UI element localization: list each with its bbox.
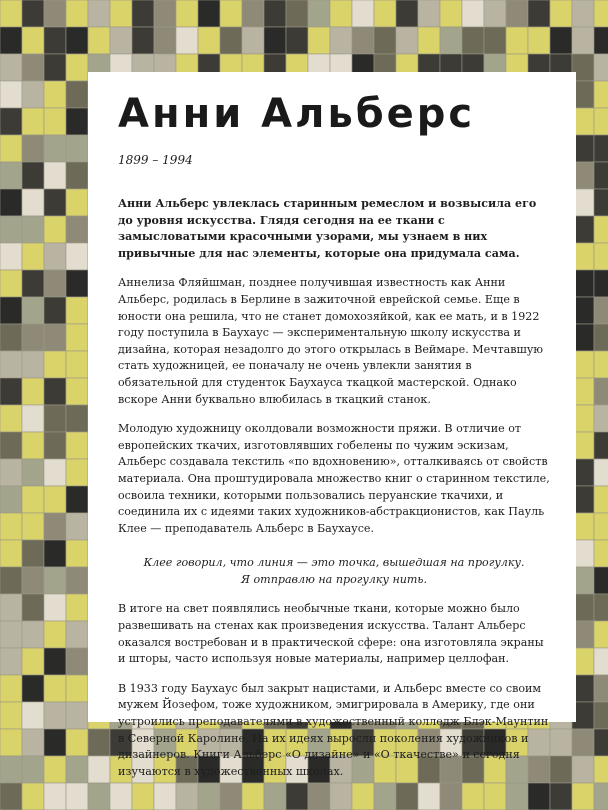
weave-cell xyxy=(594,513,608,540)
quote-line-1: Клее говорил, что линия — это точка, вышедшая на прогулку. xyxy=(143,556,525,570)
weave-cell xyxy=(594,567,608,594)
weave-cell xyxy=(594,432,608,459)
weave-cell xyxy=(22,432,44,459)
weave-cell xyxy=(308,27,330,54)
weave-cell xyxy=(0,189,22,216)
weave-cell xyxy=(264,0,286,27)
weave-cell xyxy=(66,216,88,243)
paragraph-emigration: В 1933 году Баухаус был закрыт нацистами, и Альберс вместе со своим мужем Йозефом, тоже художником, эмигрировала в Америку, где они устроились преподавателями в художественный колледж Блэк-Маунтин в Северной Каролине. На их идеях выросли поколения художников и дизайнеров. Книги Альберс «О дизайне» и «О ткачестве» и сегодня изучаются в художественных школах. xyxy=(118,681,549,778)
weave-cell xyxy=(44,351,66,378)
weave-cell xyxy=(0,729,22,756)
weave-cell xyxy=(594,0,608,27)
weave-cell xyxy=(44,27,66,54)
weave-cell xyxy=(44,81,66,108)
weave-cell xyxy=(44,621,66,648)
weave-cell xyxy=(44,486,66,513)
weave-cell xyxy=(352,27,374,54)
weave-cell xyxy=(594,135,608,162)
weave-cell xyxy=(176,0,198,27)
quote-line-2: Я отправлю на прогулку нить. xyxy=(241,572,427,586)
weave-cell xyxy=(0,432,22,459)
paragraph-biography: Аннелиза Фляйшман, позднее получившая известность как Анни Альберс, родилась в Берлине в зажиточной еврейской семье. Еще в юности она решила, что не станет домохозяйкой, как ее мать, и в 1922 году поступила в Баухаус — экспериментальную школу искусства и дизайна, которая незадолго до этого открылась в Веймаре. Мечтавшую стать художницей, ее поначалу не очень увлекли занятия в обязательной для студенток Баухауса ткацкой мастерской. Однако вскоре Анни буквально влюбилась в ткацкий станок. xyxy=(118,276,544,406)
weave-cell xyxy=(594,621,608,648)
weave-cell xyxy=(0,216,22,243)
weave-cell xyxy=(594,297,608,324)
weave-cell xyxy=(44,756,66,783)
weave-cell xyxy=(66,108,88,135)
paragraph-fabrics: В итоге на свет появлялись необычные ткани, которые можно было развешивать на стенах как произведения искусства. Талант Альберс оказался востребован и в практической сфере: она изготовляла экраны и шторы, часто используя новые материалы, например целлофан. xyxy=(118,602,544,666)
weave-cell xyxy=(220,0,242,27)
weave-cell xyxy=(66,378,88,405)
weave-cell xyxy=(44,432,66,459)
weave-cell xyxy=(66,648,88,675)
weave-cell xyxy=(22,378,44,405)
weave-cell xyxy=(88,756,110,783)
weave-cell xyxy=(44,540,66,567)
weave-cell xyxy=(44,270,66,297)
weave-cell xyxy=(88,27,110,54)
weave-cell xyxy=(242,0,264,27)
weave-cell xyxy=(0,594,22,621)
weave-cell xyxy=(110,27,132,54)
weave-cell xyxy=(308,0,330,27)
weave-cell xyxy=(22,675,44,702)
weave-cell xyxy=(66,243,88,270)
weave-cell xyxy=(44,297,66,324)
weave-cell xyxy=(396,27,418,54)
weave-cell xyxy=(594,54,608,81)
weave-cell xyxy=(0,270,22,297)
weave-cell xyxy=(440,27,462,54)
weave-cell xyxy=(594,540,608,567)
weave-cell xyxy=(374,0,396,27)
weave-cell xyxy=(484,0,506,27)
weave-cell xyxy=(22,594,44,621)
weave-cell xyxy=(110,783,132,810)
weave-cell xyxy=(528,0,550,27)
weave-cell xyxy=(286,0,308,27)
lead-paragraph: Анни Альберс увлеклась старинным ремеслом и возвысила его до уровня искусства. Глядя сегодня на ее ткани с замысловатыми красочными узорами, мы узнаем в них привычные для нас элементы, которые она придумала сама. xyxy=(118,197,537,260)
weave-cell xyxy=(462,27,484,54)
weave-cell xyxy=(66,540,88,567)
weave-cell xyxy=(506,0,528,27)
weave-cell xyxy=(594,27,608,54)
weave-cell xyxy=(0,405,22,432)
weave-cell xyxy=(396,0,418,27)
weave-cell xyxy=(396,783,418,810)
weave-cell xyxy=(0,513,22,540)
weave-cell xyxy=(66,513,88,540)
weave-cell xyxy=(0,27,22,54)
weave-cell xyxy=(22,81,44,108)
weave-cell xyxy=(594,783,608,810)
weave-cell xyxy=(330,783,352,810)
weave-cell xyxy=(308,783,330,810)
weave-cell xyxy=(0,378,22,405)
weave-cell xyxy=(22,162,44,189)
weave-cell xyxy=(550,783,572,810)
weave-cell xyxy=(176,783,198,810)
weave-cell xyxy=(0,297,22,324)
weave-cell xyxy=(550,0,572,27)
weave-cell xyxy=(66,135,88,162)
weave-cell xyxy=(594,378,608,405)
weave-cell xyxy=(0,756,22,783)
weave-cell xyxy=(66,756,88,783)
weave-cell xyxy=(22,783,44,810)
weave-cell xyxy=(0,459,22,486)
weave-cell xyxy=(66,621,88,648)
weave-cell xyxy=(132,783,154,810)
weave-cell xyxy=(22,648,44,675)
weave-cell xyxy=(594,216,608,243)
weave-cell xyxy=(0,81,22,108)
weave-cell xyxy=(374,783,396,810)
weave-cell xyxy=(66,459,88,486)
weave-cell xyxy=(44,135,66,162)
weave-cell xyxy=(594,162,608,189)
weave-cell xyxy=(22,459,44,486)
weave-cell xyxy=(572,0,594,27)
weave-cell xyxy=(22,756,44,783)
weave-cell xyxy=(506,27,528,54)
weave-cell xyxy=(594,756,608,783)
weave-cell xyxy=(0,567,22,594)
weave-cell xyxy=(132,0,154,27)
weave-cell xyxy=(528,27,550,54)
weave-cell xyxy=(44,594,66,621)
weave-cell xyxy=(352,0,374,27)
weave-cell xyxy=(220,783,242,810)
weave-cell xyxy=(594,189,608,216)
weave-cell xyxy=(44,324,66,351)
weave-cell xyxy=(22,135,44,162)
weave-cell xyxy=(66,432,88,459)
weave-cell xyxy=(66,324,88,351)
weave-cell xyxy=(0,324,22,351)
weave-cell xyxy=(264,783,286,810)
weave-cell xyxy=(198,27,220,54)
weave-cell xyxy=(220,27,242,54)
weave-cell xyxy=(44,783,66,810)
weave-cell xyxy=(286,27,308,54)
weave-cell xyxy=(154,783,176,810)
weave-cell xyxy=(594,675,608,702)
weave-cell xyxy=(594,324,608,351)
weave-cell xyxy=(242,783,264,810)
weave-cell xyxy=(22,486,44,513)
weave-cell xyxy=(88,0,110,27)
weave-cell xyxy=(44,108,66,135)
weave-cell xyxy=(44,459,66,486)
weave-cell xyxy=(0,621,22,648)
weave-cell xyxy=(594,405,608,432)
weave-cell xyxy=(44,405,66,432)
weave-cell xyxy=(22,351,44,378)
weave-cell xyxy=(0,135,22,162)
weave-cell xyxy=(594,702,608,729)
weave-cell xyxy=(66,54,88,81)
weave-cell xyxy=(22,405,44,432)
weave-cell xyxy=(440,783,462,810)
weave-cell xyxy=(66,270,88,297)
weave-cell xyxy=(66,81,88,108)
weave-cell xyxy=(572,27,594,54)
weave-cell xyxy=(594,270,608,297)
weave-cell xyxy=(66,729,88,756)
weave-cell xyxy=(594,648,608,675)
weave-cell xyxy=(0,162,22,189)
weave-cell xyxy=(66,702,88,729)
weave-cell xyxy=(66,783,88,810)
weave-cell xyxy=(0,243,22,270)
weave-cell xyxy=(22,0,44,27)
weave-cell xyxy=(66,189,88,216)
weave-cell xyxy=(440,0,462,27)
weave-cell xyxy=(66,351,88,378)
weave-cell xyxy=(0,108,22,135)
weave-cell xyxy=(462,0,484,27)
weave-cell xyxy=(44,702,66,729)
weave-cell xyxy=(66,594,88,621)
weave-cell xyxy=(198,783,220,810)
weave-cell xyxy=(462,783,484,810)
weave-cell xyxy=(44,54,66,81)
weave-cell xyxy=(0,0,22,27)
weave-cell xyxy=(44,0,66,27)
article-card xyxy=(88,72,576,778)
weave-cell xyxy=(22,540,44,567)
weave-cell xyxy=(198,0,220,27)
weave-cell xyxy=(572,783,594,810)
weave-cell xyxy=(550,756,572,783)
weave-cell xyxy=(66,0,88,27)
weave-cell xyxy=(594,594,608,621)
weave-cell xyxy=(22,27,44,54)
weave-cell xyxy=(528,783,550,810)
weave-cell xyxy=(22,702,44,729)
weave-cell xyxy=(22,270,44,297)
weave-cell xyxy=(110,0,132,27)
weave-cell xyxy=(242,27,264,54)
weave-cell xyxy=(572,729,594,756)
weave-cell xyxy=(22,729,44,756)
weave-cell xyxy=(0,486,22,513)
life-years: 1899 – 1994 xyxy=(118,153,193,167)
weave-cell xyxy=(418,27,440,54)
weave-cell xyxy=(286,783,308,810)
weave-cell xyxy=(506,783,528,810)
weave-cell xyxy=(88,783,110,810)
weave-cell xyxy=(550,729,572,756)
weave-cell xyxy=(44,162,66,189)
weave-cell xyxy=(44,675,66,702)
weave-cell xyxy=(0,783,22,810)
weave-cell xyxy=(66,567,88,594)
weave-cell xyxy=(418,783,440,810)
weave-cell xyxy=(418,0,440,27)
weave-cell xyxy=(22,54,44,81)
weave-cell xyxy=(0,54,22,81)
weave-cell xyxy=(44,216,66,243)
weave-cell xyxy=(44,648,66,675)
weave-cell xyxy=(0,351,22,378)
weave-cell xyxy=(22,567,44,594)
weave-cell xyxy=(594,486,608,513)
weave-cell xyxy=(0,648,22,675)
weave-cell xyxy=(66,27,88,54)
weave-cell xyxy=(22,243,44,270)
weave-cell xyxy=(22,621,44,648)
klee-quote xyxy=(118,555,550,588)
weave-cell xyxy=(330,27,352,54)
weave-cell xyxy=(374,27,396,54)
weave-cell xyxy=(44,513,66,540)
weave-cell xyxy=(154,0,176,27)
weave-cell xyxy=(594,81,608,108)
weave-cell xyxy=(0,702,22,729)
paragraph-yarn: Молодую художницу околдовали возможности пряжи. В отличие от европейских ткачих, изготовлявших гобелены по чужим эскизам, Альберс создавала текстиль «по вдохновению», отталкиваясь от свойств материала. Она проштудировала множество книг о старинном текстиле, освоила техники, которыми пользовались перуанские ткачихи, и соединила их с идеями таких художников-абстракционистов, как Пауль Клее — преподаватель Альберс в Баухаусе. xyxy=(118,422,550,535)
weave-cell xyxy=(572,756,594,783)
weave-cell xyxy=(330,0,352,27)
weave-cell xyxy=(44,729,66,756)
weave-cell xyxy=(594,729,608,756)
weave-cell xyxy=(0,675,22,702)
weave-cell xyxy=(22,297,44,324)
weave-cell xyxy=(66,162,88,189)
weave-cell xyxy=(484,783,506,810)
weave-cell xyxy=(264,27,286,54)
article-title: Анни Альберс xyxy=(118,91,476,137)
weave-cell xyxy=(22,513,44,540)
weave-cell xyxy=(66,405,88,432)
weave-cell xyxy=(176,27,198,54)
weave-cell xyxy=(594,351,608,378)
weave-cell xyxy=(22,189,44,216)
weave-cell xyxy=(22,216,44,243)
weave-cell xyxy=(132,27,154,54)
weave-cell xyxy=(594,459,608,486)
weave-cell xyxy=(484,27,506,54)
weave-cell xyxy=(154,27,176,54)
weave-cell xyxy=(66,486,88,513)
weave-cell xyxy=(22,108,44,135)
weave-cell xyxy=(44,189,66,216)
weave-cell xyxy=(44,243,66,270)
weave-cell xyxy=(66,675,88,702)
weave-cell xyxy=(22,324,44,351)
weave-cell xyxy=(88,729,110,756)
weave-cell xyxy=(352,783,374,810)
weave-cell xyxy=(594,108,608,135)
weave-cell xyxy=(66,297,88,324)
weave-cell xyxy=(44,378,66,405)
weave-cell xyxy=(0,540,22,567)
weave-cell xyxy=(44,567,66,594)
weave-cell xyxy=(594,243,608,270)
weave-cell xyxy=(550,27,572,54)
